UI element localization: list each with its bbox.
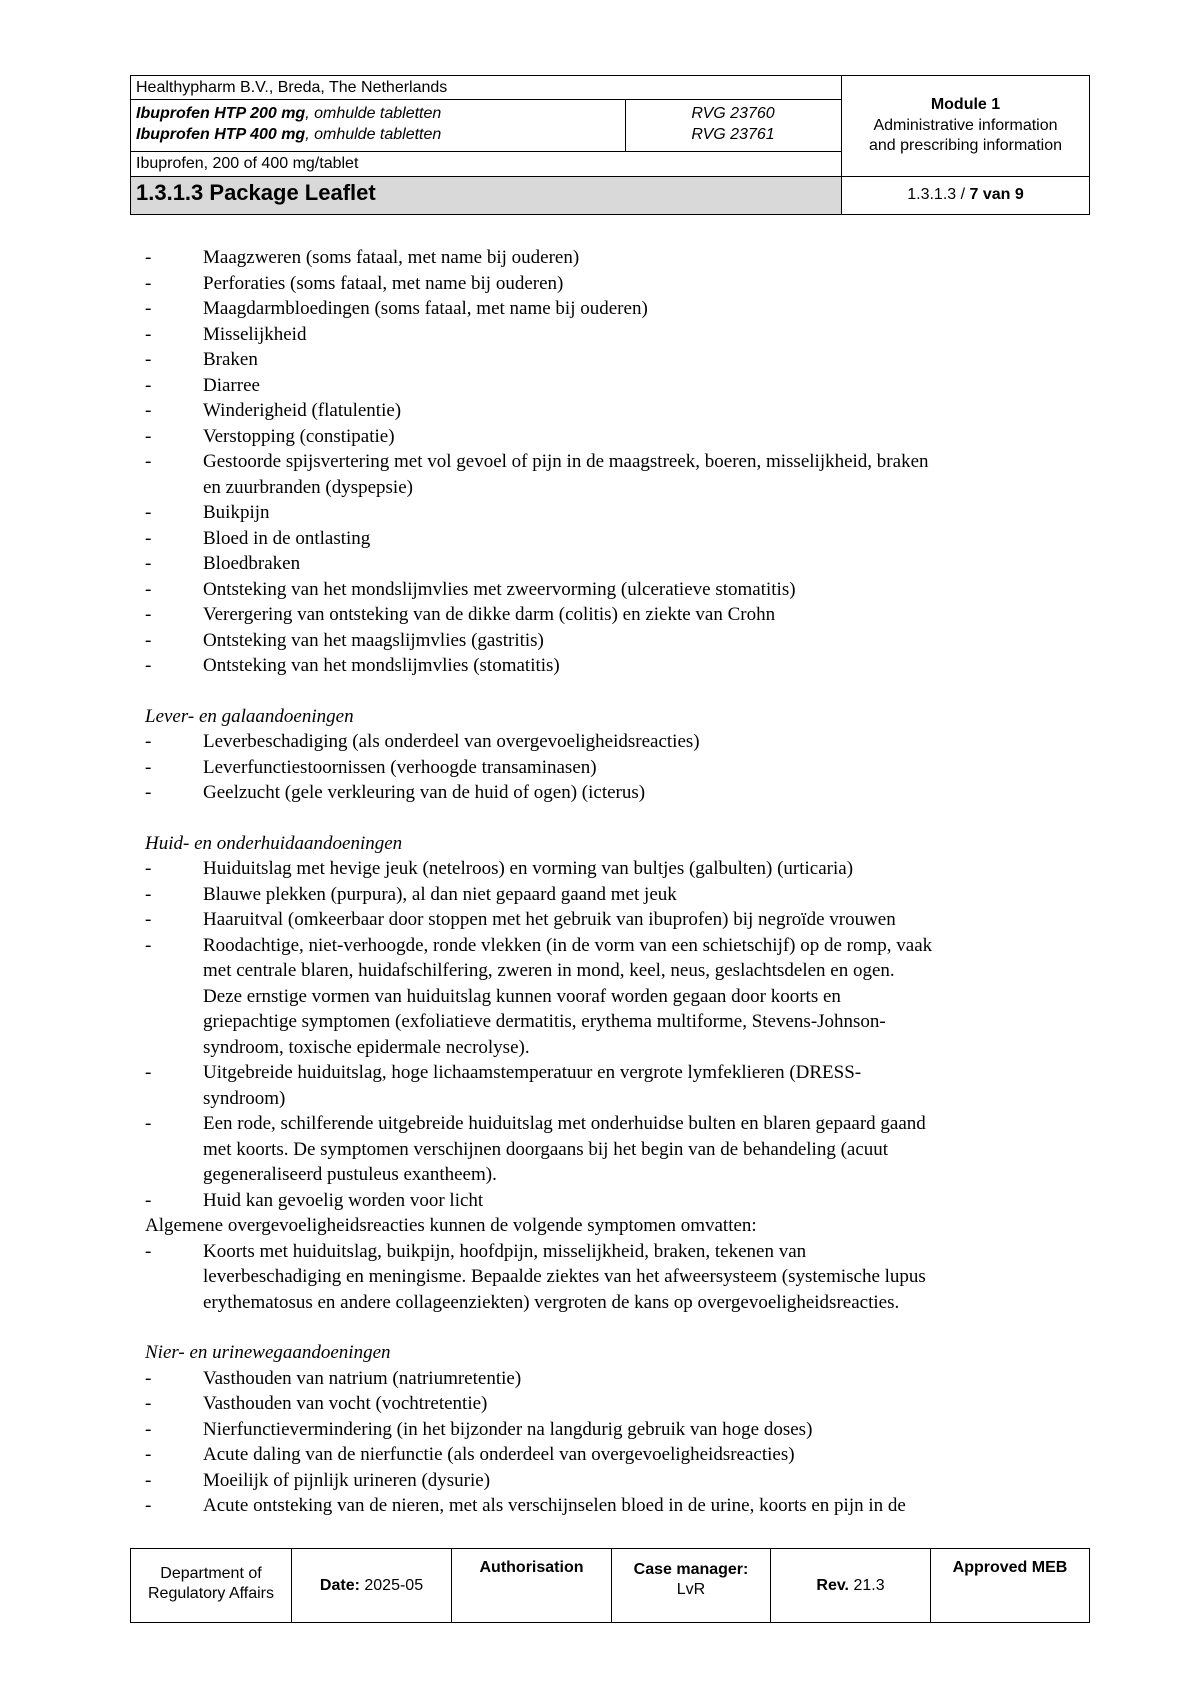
list-item xyxy=(145,500,1075,526)
list-item-line: Ontsteking van het mondslijmvlies (stomatitis) xyxy=(203,655,560,676)
footer-case-manager xyxy=(612,1549,771,1622)
skin-list xyxy=(145,856,1075,1213)
list-item-line: en zuurbranden (dyspepsie) xyxy=(203,476,413,498)
list-item xyxy=(145,1468,1075,1494)
list-item-line: Nierfunctievermindering (in het bijzonder na langdurig gebruik van hoge doses) xyxy=(203,1418,813,1440)
bullet-dash: - xyxy=(145,1113,152,1134)
product-2-name: Ibuprofen HTP 400 mg xyxy=(136,126,306,143)
bullet-dash: - xyxy=(145,1240,152,1262)
bullet-dash: - xyxy=(145,756,152,778)
list-item xyxy=(145,933,1075,1061)
footer-date xyxy=(292,1549,452,1622)
date-text xyxy=(292,1577,451,1595)
general-hypersensitivity-intro: Algemene overgevoeligheidsreacties kunnen de volgende symptomen omvatten: xyxy=(145,1215,757,1236)
list-item xyxy=(145,907,1075,933)
product-1-form: , omhulde tabletten xyxy=(305,105,442,122)
list-item-line: Koorts met huiduitslag, buikpijn, hoofdpijn, misselijkheid, braken, tekenen van xyxy=(203,1240,807,1262)
case-manager-value: LvR xyxy=(676,1581,706,1598)
list-item xyxy=(145,526,1075,552)
module-subtitle-2: and prescribing information xyxy=(869,137,1062,154)
list-item-line: Acute daling van de nierfunctie (als onderdeel van overgevoeligheidsreacties) xyxy=(203,1444,795,1465)
list-item-line: syndroom, toxische epidermale necrolyse). xyxy=(203,1036,530,1058)
document-footer xyxy=(130,1548,1090,1623)
list-item xyxy=(145,628,1075,654)
kidney-list xyxy=(145,1366,1075,1519)
list-item xyxy=(145,780,1075,806)
header-divider xyxy=(131,151,841,152)
list-item-line: Bloed in de ontlasting xyxy=(203,527,371,549)
list-item xyxy=(145,1188,1075,1214)
list-item xyxy=(145,1060,1075,1111)
list-item-line: Ontsteking van het mondslijmvlies met zweervorming (ulceratieve stomatitis) xyxy=(203,578,796,600)
list-item xyxy=(145,729,1075,755)
document-header xyxy=(130,75,1090,215)
page-ref-count: 7 van 9 xyxy=(969,186,1024,203)
list-item-line: syndroom) xyxy=(203,1087,286,1109)
leaflet-body xyxy=(145,245,1075,1519)
list-item xyxy=(145,1493,1075,1519)
liver-list xyxy=(145,729,1075,806)
list-item-line: Buikpijn xyxy=(203,502,270,523)
footer-revision xyxy=(771,1549,931,1622)
bullet-dash: - xyxy=(145,1367,152,1389)
list-item xyxy=(145,449,1075,500)
bullet-dash: - xyxy=(145,578,152,600)
list-item xyxy=(145,245,1075,271)
kidney-heading: Nier- en urinewegaandoeningen xyxy=(145,1342,391,1363)
module-title: Module 1 xyxy=(930,96,1001,113)
bullet-dash: - xyxy=(145,629,152,651)
bullet-dash: - xyxy=(145,1062,152,1083)
bullet-dash: - xyxy=(145,400,152,421)
list-item xyxy=(145,856,1075,882)
list-item xyxy=(145,1442,1075,1468)
list-item xyxy=(145,322,1075,348)
revision-text xyxy=(771,1577,930,1595)
bullet-dash: - xyxy=(145,1189,152,1211)
bullet-dash: - xyxy=(145,1393,152,1414)
bullet-dash: - xyxy=(145,527,152,549)
list-item xyxy=(145,602,1075,628)
general-hypersensitivity-list xyxy=(145,1239,1075,1316)
rvg-number-2: RVG 23761 xyxy=(691,126,775,143)
bullet-dash: - xyxy=(145,374,152,396)
module-subtitle-1: Administrative information xyxy=(873,117,1058,134)
list-item-line: griepachtige symptomen (exfoliatieve dermatitis, erythema multiforme, Stevens-Johnson- xyxy=(203,1011,886,1032)
header-divider xyxy=(131,99,841,100)
list-item-line: Uitgebreide huiduitslag, hoge lichaamstemperatuur en vergrote lymfeklieren (DRESS- xyxy=(203,1062,862,1083)
approved-label: Approved MEB xyxy=(952,1559,1068,1576)
bullet-dash: - xyxy=(145,934,152,956)
list-item xyxy=(145,1417,1075,1443)
bullet-dash: - xyxy=(145,655,152,676)
product-line-2 xyxy=(136,126,441,144)
bullet-dash: - xyxy=(145,858,152,879)
page-ref-prefix: 1.3.1.3 / xyxy=(907,186,970,203)
list-item-line: Maagzweren (soms fataal, met name bij ouderen) xyxy=(203,247,580,268)
section-title: 1.3.1.3 Package Leaflet xyxy=(136,180,376,205)
list-item xyxy=(145,551,1075,577)
product-line-1 xyxy=(136,105,441,123)
bullet-dash: - xyxy=(145,1469,152,1491)
bullet-dash: - xyxy=(145,1418,152,1440)
footer-department xyxy=(131,1549,292,1622)
list-item-line: Acute ontsteking van de nieren, met als verschijnselen bloed in de urine, koorts en pijn in de xyxy=(203,1495,906,1516)
list-item-line: Deze ernstige vormen van huiduitslag kunnen vooraf worden gegaan door koorts en xyxy=(203,985,841,1007)
bullet-dash: - xyxy=(145,553,152,574)
bullet-dash: - xyxy=(145,604,152,625)
list-item-line: Moeilijk of pijnlijk urineren (dysurie) xyxy=(203,1469,491,1491)
page-reference xyxy=(842,186,1089,204)
list-item xyxy=(145,347,1075,373)
skin-heading: Huid- en onderhuidaandoeningen xyxy=(145,832,403,854)
bullet-dash: - xyxy=(145,425,152,447)
list-item-line: Roodachtige, niet-verhoogde, ronde vlekken (in de vorm van een schietschijf) op de romp, vaak xyxy=(203,934,933,956)
case-manager-label: Case manager: xyxy=(633,1561,749,1578)
list-item-line: Perforaties (soms fataal, met name bij ouderen) xyxy=(203,272,564,294)
list-item-line: Gestoorde spijsvertering met vol gevoel of pijn in de maagstreek, boeren, misselijkheid, braken xyxy=(203,451,929,472)
gastrointestinal-list xyxy=(145,245,1075,679)
list-item xyxy=(145,882,1075,908)
list-item-line: met koorts. De symptomen verschijnen doorgaans bij het begin van de behandeling (acuut xyxy=(203,1138,889,1160)
list-item xyxy=(145,1239,1075,1316)
list-item-line: gegeneraliseerd pustuleus exantheem). xyxy=(203,1164,497,1185)
list-item xyxy=(145,1391,1075,1417)
date-value: 2025-05 xyxy=(359,1577,424,1594)
product-1-name: Ibuprofen HTP 200 mg xyxy=(136,105,306,122)
product-2-form: , omhulde tabletten xyxy=(305,126,442,143)
company-line: Healthypharm B.V., Breda, The Netherlands xyxy=(136,79,448,96)
bullet-dash: - xyxy=(145,909,152,930)
list-item xyxy=(145,577,1075,603)
authorisation-label: Authorisation xyxy=(479,1559,584,1576)
list-item-line: Diarree xyxy=(203,374,260,396)
list-item xyxy=(145,424,1075,450)
date-label: Date: xyxy=(319,1577,360,1594)
list-item-line: Ontsteking van het maagslijmvlies (gastritis) xyxy=(203,629,544,651)
list-item-line: Haaruitval (omkeerbaar door stoppen met het gebruik van ibuprofen) bij negroïde vrouwen xyxy=(203,909,896,930)
list-item-line: Vasthouden van natrium (natriumretentie) xyxy=(203,1367,522,1389)
list-item xyxy=(145,1366,1075,1392)
list-item-line: Vasthouden van vocht (vochtretentie) xyxy=(203,1393,488,1414)
bullet-dash: - xyxy=(145,323,152,345)
bullet-dash: - xyxy=(145,298,152,319)
bullet-dash: - xyxy=(145,1444,152,1465)
list-item xyxy=(145,398,1075,424)
list-item-line: met centrale blaren, huidafschilfering, zweren in mond, keel, neus, geslachtsdelen en ogen. xyxy=(203,960,895,981)
bullet-dash: - xyxy=(145,247,152,268)
list-item-line: Misselijkheid xyxy=(203,323,307,345)
list-item xyxy=(145,296,1075,322)
list-item-line: Leverbeschadiging (als onderdeel van overgevoeligheidsreacties) xyxy=(203,731,700,752)
revision-label: Rev. xyxy=(816,1577,849,1594)
revision-value: 21.3 xyxy=(849,1577,885,1594)
list-item-line: erythematosus en andere collageenziekten) vergroten de kans op overgevoeligheidsreacties. xyxy=(203,1291,900,1313)
list-item-line: Leverfunctiestoornissen (verhoogde transaminasen) xyxy=(203,756,597,778)
department-line-1: Department of xyxy=(160,1565,262,1582)
bullet-dash: - xyxy=(145,451,152,472)
list-item-line: Braken xyxy=(203,349,258,370)
list-item xyxy=(145,1111,1075,1188)
list-item-line: Verergering van ontsteking van de dikke darm (colitis) en ziekte van Crohn xyxy=(203,604,776,625)
list-item-line: Winderigheid (flatulentie) xyxy=(203,400,402,421)
list-item xyxy=(145,755,1075,781)
list-item-line: Blauwe plekken (purpura), al dan niet gepaard gaand met jeuk xyxy=(203,883,677,905)
bullet-dash: - xyxy=(145,782,152,803)
list-item-line: Huiduitslag met hevige jeuk (netelroos) en vorming van bultjes (galbulten) (urticaria) xyxy=(203,858,854,879)
bullet-dash: - xyxy=(145,502,152,523)
substance-line: Ibuprofen, 200 of 400 mg/tablet xyxy=(136,155,359,172)
bullet-dash: - xyxy=(145,883,152,905)
list-item-line: Bloedbraken xyxy=(203,553,301,574)
list-item-line: Verstopping (constipatie) xyxy=(203,425,395,447)
bullet-dash: - xyxy=(145,349,152,370)
bullet-dash: - xyxy=(145,1495,152,1516)
list-item-line: leverbeschadiging en meningisme. Bepaalde ziektes van het afweersysteem (systemische lupus xyxy=(203,1266,926,1287)
list-item-line: Huid kan gevoelig worden voor licht xyxy=(203,1189,484,1211)
department-line-2: Regulatory Affairs xyxy=(148,1585,274,1602)
footer-authorisation xyxy=(452,1549,612,1622)
list-item xyxy=(145,373,1075,399)
bullet-dash: - xyxy=(145,272,152,294)
rvg-number-1: RVG 23760 xyxy=(691,105,775,122)
list-item-line: Maagdarmbloedingen (soms fataal, met name bij ouderen) xyxy=(203,298,648,319)
list-item xyxy=(145,271,1075,297)
list-item-line: Een rode, schilferende uitgebreide huiduitslag met onderhuidse bulten en blaren gepaard gaand xyxy=(203,1113,926,1134)
list-item xyxy=(145,653,1075,679)
bullet-dash: - xyxy=(145,731,152,752)
liver-heading: Lever- en galaandoeningen xyxy=(145,705,354,727)
footer-approved xyxy=(931,1549,1089,1622)
list-item-line: Geelzucht (gele verkleuring van de huid of ogen) (icterus) xyxy=(203,782,646,803)
